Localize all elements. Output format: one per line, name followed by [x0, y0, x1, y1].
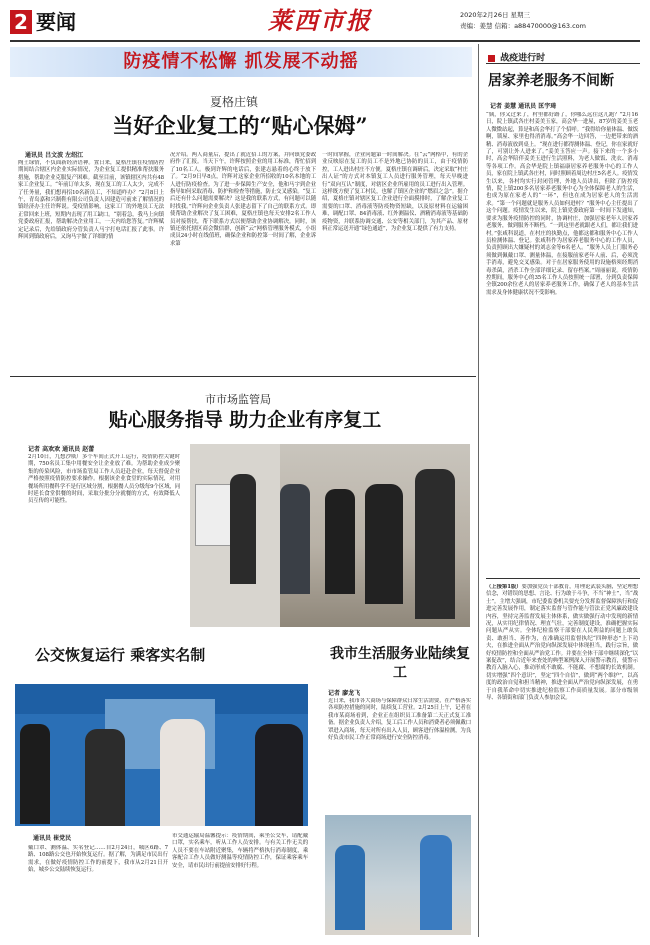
article4-headline: 我市生活服务业陆续复工: [330, 646, 470, 681]
bus-temperature-check-photo: [15, 684, 308, 826]
date-line: 2020年2月26日 星期三: [460, 11, 531, 19]
rotation-body: 要加强党员干部教育，用理论武装头脑，坚定理想信念，对错误的思想、言论、行为敢于斗争，不当“神士”，当“战士”。主增大强调，市纪委监委机关要充分发挥监督保障执行和促进完善发展作用，制定落实监督与管作能与管法正党风廉政建设内容，坚持完善监督发展主体体系，做实做强行动中发现的新情况，从实用纪律情况、理直气壮，完善制度建设，准确把握实际问题从严从实。全体纪检监察干部要在人民利益的问题上敢负责、敢担当、善作为，在准确运用监督执纪“四种形态”上下功夫，在推进全面从严治党向纵深发展中体现担当，践行宗旨，做好疫情防控和全面从严治党工作。并要在全体干部中继续深化“以案促改”，结合近年来查处的典型案例深入开展警示教育，使警示教育入脑入心，推动形成不敢腐、不能腐、不想腐的长效机制。切实增强“四个意识”，坚定“四个自信”，做到“两个维护”，以高度的政治自觉和担当精神，推进全面从严治党向纵深发展，在勇于自我革命中切实推进纪检监察工作高质量发展。部分市级领导、各镇街和部门负责人参加会议。: [486, 584, 638, 702]
rotation-lead: （上接第1版）: [486, 584, 522, 590]
article3-col1: 戴口罩、测体温、实名登记……自2月24日，城区6路、7路、108路公交也开始恢复运行。据了解，为满足市民出行需求，在做好疫情防控工作的前提下，我市从2月21日开始，城乡公交陆续恢复运行。: [28, 845, 168, 874]
article1-headline: 当好企业复工的“贴心保姆”: [112, 113, 368, 138]
article3-byline: 通讯员 崔党民: [33, 835, 72, 842]
banner-slogan: 防疫情不松懈 抓发展不动摇: [123, 51, 359, 72]
article3-headline: 公交恢复运行 乘客实名制: [35, 646, 206, 664]
article4-body: 近日来，我市各大商场与保障群众日常生活需要，在严格落实各项防控措施的同时，陆续复工营业。2月25日上午，记者在我市某商场看到，企业正在组织员工准备第二天正式复工准备。据企业负责人介绍，复工后工作人员和消费者必须佩戴口罩进入商场，每天对所有出入人员，顾客进行体温检测，为良好负责市民工作正常商场进行安全防控消毒。: [328, 698, 471, 742]
article2-byline: 记者 高欢欢 通讯员 赵蕾: [28, 446, 95, 453]
editor-line: 责编：姜慧 信箱：a88470000@163.com: [460, 22, 586, 30]
column-tag-text: 战疫进行时: [500, 53, 546, 64]
market-inspection-photo: [190, 444, 470, 627]
sidebar-body: “姨，你又过来了，村里都好路了，你哪么远往这儿跑？”2月16日，院上镇武各庄村姜美玉家，高会华一进屋，87岁的姜美玉老人微微站起，算是和高会华打了个招呼。“我得给你量体温、做饭啊，锁屋、家里也得消消毒。”高会华一边回答，一边把带来的酒精、消毒液放到桌上。“现在进行都得测体温、登记，你在家就好了，可别让外人进来了。”姜美玉答应一声。接下来的一个多小时，高会华陪伴姜美玉进行生活照料，为老人做饭、洗衣、消毒等各项工作。高会华是院上镇福康居家养老服务中心的工作人员，家在院上镇武各庄村，同时照顾着周边村庄5名老人。疫情发生以来，各村均实行封闭管理，外地人员讲出，但除了防控疫情，院上镇200多名居家养老服务中心为全体保障老人的生活，也成为原在家老人的“一环”，但也在成为居家老人的生活需求。“第一个问题就是服务人员如何进村？”服务中心主任提出了这个问题。疫情发生以来，院上镇党委政府第一时间下发通知，要求为服务疫情防控的同时，协调村庄，加强居家老年人居家养老服务，做到服务不断档。“一到这里老就跟老人们，都让我们进村。”张咸科说道，在村庄的执勤点，他都这都和服务中心工作人员检测体温、登记。张咸科作为居家养老服务中心的工作人员，负责照顾出大嫌疑村的刘志金等6名老人。“服务人员上门服务必须做到佩戴口罩、测量体温，在接服前家老年人前、后，必须洗手消毒，避免交叉感染。对于在居家服务使用的设施格须经期消毒杀菌，消杀工作全部详细记录、留存档案。”周丽丽说。疫情防控期间，服务中心的35名工作人员按照统一部署，分到负责保障全镇200余位老人的居家养老服务工作，确保了老人的基本生活需求及身体健康状况不受影响。: [486, 112, 638, 296]
article1-col2: 况介绍。两人商量后，提出了就近招工的方案，并向镇党委政府作了汇报。当天下午，许辉按照企业的用工标准，帮忙招到了10名工人。极到许辉的电话后，张建志悬着的心终于放下了。“2月9日早8点，许辉对这家企业所招收的10名本地的工人进行防疫检查。为了进一步保障生产安全，他和马宇到企业指导如何采取消毒、防护和检查等措施，防止交叉感染。“复工后还有什么问题需要解决？这是我的联系方式，有问题可以随时找我。”许辉向企业负责人张建志留下了自己的联系方式。即使帮助企业解决了复工困难，夏格庄镇也每天安排2名工作人员对接帮扶，帮下联系方式以便帮助企业协调解决。同时，该镇还依托辖区商会微信群，创新“云”网格管理服务模式，小组成员24小时在线值班，确保企业和防控第一时间了解，企业诉求第: [170, 152, 316, 247]
article3-col2: 市交通运输局温馨提示：疫情期间，乘坐公交车，请配戴口罩，实名乘车，听从工作人员安排。与有关工作无关的人员不要在车站附近聚集，车辆将严格执行消毒制度，乘客配合工作人员做好测温等疫情防控工作，保证乘客乘车安全，请市民出行前提前安排好行程。: [172, 833, 308, 869]
article2-kicker: 市市场监管局: [205, 393, 271, 406]
divider: [10, 376, 476, 377]
page-number: 2: [10, 10, 32, 34]
article2-body: 2月10日，九想沙威厂多个车间正式开工运行，疫情防控关键时期，750名员工集中用餐安全让企业放了难。为帮助企业成少聚集的传染风险，市市场监管局工作人员赶赴企业，每天督促企业严格按照疫情防控要求操作。根据该企业食堂的实际情况，对用餐场所用餐科学不是行区域分割，根据餐人员分级每9个区域，同时延长食堂供餐的时间，采取分批分分就餐的方式，有效降低人员互传的可能性。: [28, 454, 180, 505]
header: [0, 0, 650, 44]
mall-disinfection-photo: [325, 815, 471, 935]
article1-col1: 陶土绿情，不负面新经济语神。置日来，夏格庄镇在疫情防控期间结合辖区内企业实际情况，为企业复工提供精准帮扶服务措施，帮助企业克服复产困难。截至目前，该镇辖区内共有48家工企业复工。“年前订单太多，现在复工的工人太少，完成不了任务量，我们想再招10名新员工，不知道咋办？”2月8日上午，青岛嘉和兴制鞋有限公司负责人因建造可前来了解情况的镇经济办主任许辉说。受疫情影响，这家工厂的外地员工无法正常回来上班，短期内击现了用工缺口。“别着急，我马上向镇党委政府汇报，帮助解决企业用工，一天内给您答复。”许辉赋定记录后，先给镇政府分管负责人马宇打电话汇报了此事。许辉回到镇政府后，又询马宇做了详细的情: [18, 160, 164, 241]
article2-headline: 贴心服务指导 助力企业有序复工: [108, 409, 382, 431]
article1-byline: 通讯员 吕文波 左绍江: [25, 152, 84, 159]
slogan-banner: [10, 47, 472, 77]
masthead-logo: 莱西市报: [268, 6, 372, 35]
sidebar-byline: 记者 姜慧 通讯员 匡宇琦: [490, 103, 557, 110]
article1-col3: 一时间掌握，企业问题第一时间解决。在“云”网格中，有的企业反映原在复工的员工不是外地已协防的员工，由于疫情防控，工人进出村庄不方便。夏格庄镇在调研后，决定采取“村庄出人证”的方式对本镇复工人员进行服务管理，每天早晚进行“双向互认”制度，对辖区企业所雇用的员工进行出入管理。这样既方便了复工村民，也解了镇区企业的“燃眉之急”。据介绍，夏格庄镇对辖区复工企业进行全面摸排时，了解企业复工需要的口罩、消毒液等防疫物资短缺，以及原材料在运输困难，调配口罩、84消毒液、红外测温仪、酒精消毒液等基础防疫物资，并联系协调交通、公安等相关部门，为其产品、原材料正常运送开通“绿色通道”，为企业复工提供了有力支持。: [322, 152, 468, 233]
sidebar-top-rule: [486, 63, 640, 64]
sidebar-column-tag: [488, 48, 545, 67]
article1-kicker: 夏格庄镇: [210, 95, 259, 109]
sidebar-continued: [486, 584, 638, 936]
sidebar-mid-rule: [486, 578, 640, 579]
square-bullet-icon: [488, 55, 495, 62]
header-rule: [10, 40, 640, 42]
sidebar-headline: 居家养老服务不间断: [488, 73, 614, 89]
sidebar-divider: [478, 44, 479, 937]
section-title: 要闻: [36, 10, 76, 34]
article4-byline: 记者 廖龙飞: [328, 690, 361, 697]
